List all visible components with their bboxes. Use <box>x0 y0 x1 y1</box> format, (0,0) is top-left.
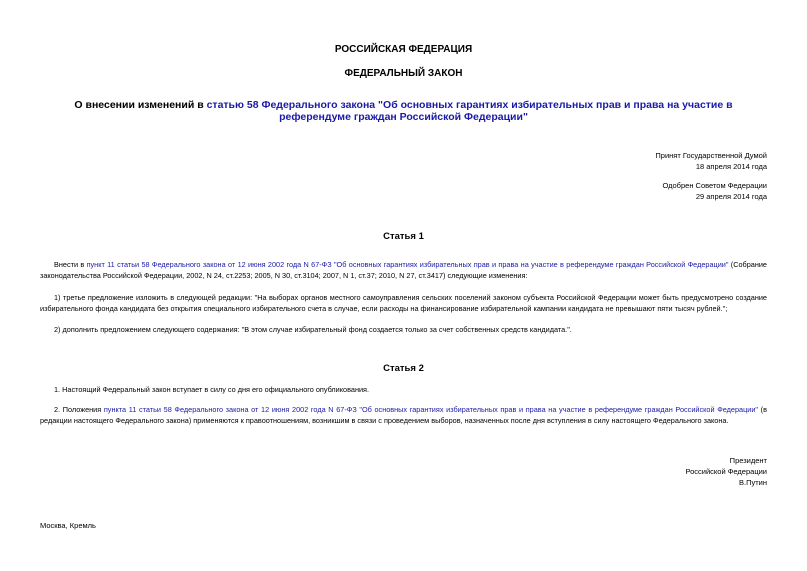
article-2-item-2-link[interactable]: пункта 11 статьи 58 Федерального закона от 12 июня 2002 года N 67-ФЗ "Об основных гарантиях избирательных прав и права на участие в референдуме граждан Российской Федерации" <box>103 405 758 414</box>
council-approval-label: Одобрен Советом Федерации <box>662 181 767 190</box>
article-1-intro-link[interactable]: пункт 11 статьи 58 Федерального закона от 12 июня 2002 года N 67-ФЗ "Об основных гарантиях избирательных прав и права на участие в референдуме граждан Российской Федерации" <box>86 260 729 269</box>
doc-type-heading: ФЕДЕРАЛЬНЫЙ ЗАКОН <box>344 68 463 79</box>
article-1-intro-prefix: Внести в <box>54 260 87 269</box>
country-heading: РОССИЙСКАЯ ФЕДЕРАЦИЯ <box>334 44 473 55</box>
article-2-heading: Статья 2 <box>383 363 424 374</box>
council-approval <box>662 180 767 202</box>
article-1-intro <box>40 259 767 281</box>
council-approval-date: 29 апреля 2014 года <box>695 192 767 201</box>
duma-adoption <box>655 150 767 172</box>
duma-adoption-date: 18 апреля 2014 года <box>695 162 767 171</box>
article-1-item-2: 2) дополнить предложением следующего содержания: "В этом случае избирательный фонд создается только за счет собственных средств кандидата.". <box>54 325 572 334</box>
article-2-item-2 <box>40 404 767 426</box>
article-2-item-2-suffix: (в редакции настоящего Федерального закона) применяются к правоотношениям, возникшим в связи с проведением выборов, назначенных после дня вступления в силу настоящего Федерального закона. <box>40 405 767 425</box>
signature-block <box>685 455 767 488</box>
signature-name: В.Путин <box>739 478 767 487</box>
signature-office: Российской Федерации <box>685 467 767 476</box>
article-2-item-2-prefix: 2. Положения <box>54 405 104 414</box>
article-1-item-1: 1) третье предложение изложить в следующей редакции: "На выборах органов местного самоуправления сельских поселений законом субъекта Российской Федерации может быть предусмотрено создание избирательного фонда кандидата без открытия специального избирательного счета в случае, если расходы на финансирование избирательной кампании кандидата не превышают пяти тысяч рублей."; <box>40 293 767 313</box>
signature-title: Президент <box>729 456 767 465</box>
article-1-heading: Статья 1 <box>383 231 424 242</box>
article-1-intro-suffix: (Собрание законодательства Российской Федерации, 2002, N 24, ст.2253; 2005, N 30, ст.3104; 2007, N 1, ст.37; 2010, N 27, ст.3417) следующие изменения: <box>40 260 767 280</box>
duma-adoption-label: Принят Государственной Думой <box>655 151 767 160</box>
law-title <box>40 99 767 123</box>
title-link[interactable]: статью 58 Федерального закона "Об основных гарантиях избирательных прав и права на участие в референдуме граждан Российской Федерации" <box>206 99 733 123</box>
article-2-item-1: 1. Настоящий Федеральный закон вступает в силу со дня его официального опубликования. <box>54 385 370 394</box>
signing-place: Москва, Кремль <box>40 521 96 530</box>
title-prefix: О внесении изменений в <box>74 99 207 111</box>
